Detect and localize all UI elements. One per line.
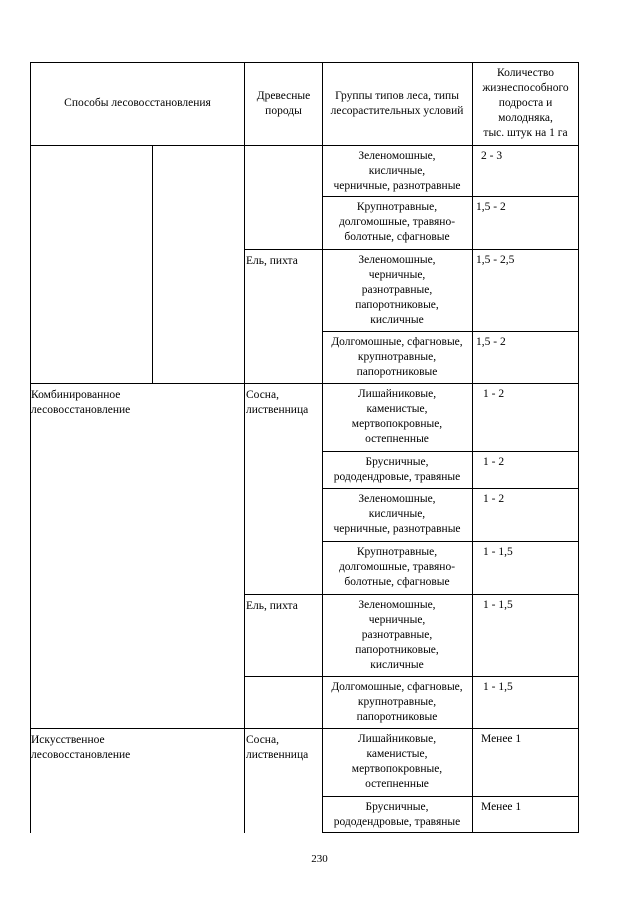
species-pine-2: Сосна, лиственница — [246, 389, 309, 416]
quantity-cell: Менее 1 — [481, 733, 522, 745]
group-cell: Лишайниковые, каменистые, мертвопокровные, остепненные — [351, 733, 443, 790]
group-cell: Лишайниковые, каменистые, мертвопокровные, остепненные — [351, 388, 443, 445]
group-cell: Зеленомошные, кисличные, черничные, разнотравные — [333, 150, 461, 192]
species-spruce-1: Ель, пихта — [246, 255, 298, 267]
species-pine-3: Сосна, лиственница — [246, 734, 309, 761]
method-artificial: Искусственное лесовосстановление — [31, 734, 131, 761]
quantity-cell: Менее 1 — [481, 801, 522, 813]
group-cell: Брусничные, рододендровые, травяные — [333, 801, 461, 828]
quantity-cell: 1 - 2 — [483, 456, 505, 468]
quantity-cell: 1,5 - 2 — [476, 201, 506, 213]
group-cell: Зеленомошные, кисличные, черничные, разнотравные — [333, 493, 461, 535]
quantity-cell: 1 - 1,5 — [483, 599, 513, 611]
group-cell: Крупнотравные, долгомошные, травяно- болотные, сфагновые — [338, 201, 456, 243]
group-cell: Крупнотравные, долгомошные, травяно- болотные, сфагновые — [338, 546, 456, 588]
quantity-cell: 1 - 1,5 — [483, 681, 513, 693]
header-methods: Способы лесовосстановления — [64, 97, 211, 109]
header-species: Древесные породы — [256, 90, 311, 117]
group-cell: Долгомошные, сфагновые, крупнотравные, папоротниковые — [331, 336, 463, 378]
quantity-cell: 1 - 1,5 — [483, 546, 513, 558]
species-spruce-2: Ель, пихта — [246, 600, 298, 612]
quantity-cell: 2 - 3 — [481, 150, 503, 162]
header-groups: Группы типов леса, типы лесорастительных условий — [330, 90, 464, 117]
group-cell: Зеленомошные, черничные, разнотравные, папоротниковые, кисличные — [355, 599, 439, 671]
page-number: 230 — [311, 853, 328, 865]
header-quantity: Количество жизнеспособного подроста и молодняка, тыс. штук на 1 га — [482, 67, 569, 139]
quantity-cell: 1,5 - 2,5 — [476, 254, 515, 266]
quantity-cell: 1 - 2 — [483, 493, 505, 505]
quantity-cell: 1 - 2 — [483, 388, 505, 400]
group-cell: Долгомошные, сфагновые, крупнотравные, папоротниковые — [331, 681, 463, 723]
group-cell: Зеленомошные, черничные, разнотравные, папоротниковые, кисличные — [355, 254, 439, 326]
group-cell: Брусничные, рододендровые, травяные — [333, 456, 461, 483]
method-combined: Комбинированное лесовосстановление — [31, 389, 131, 416]
quantity-cell: 1,5 - 2 — [476, 336, 506, 348]
